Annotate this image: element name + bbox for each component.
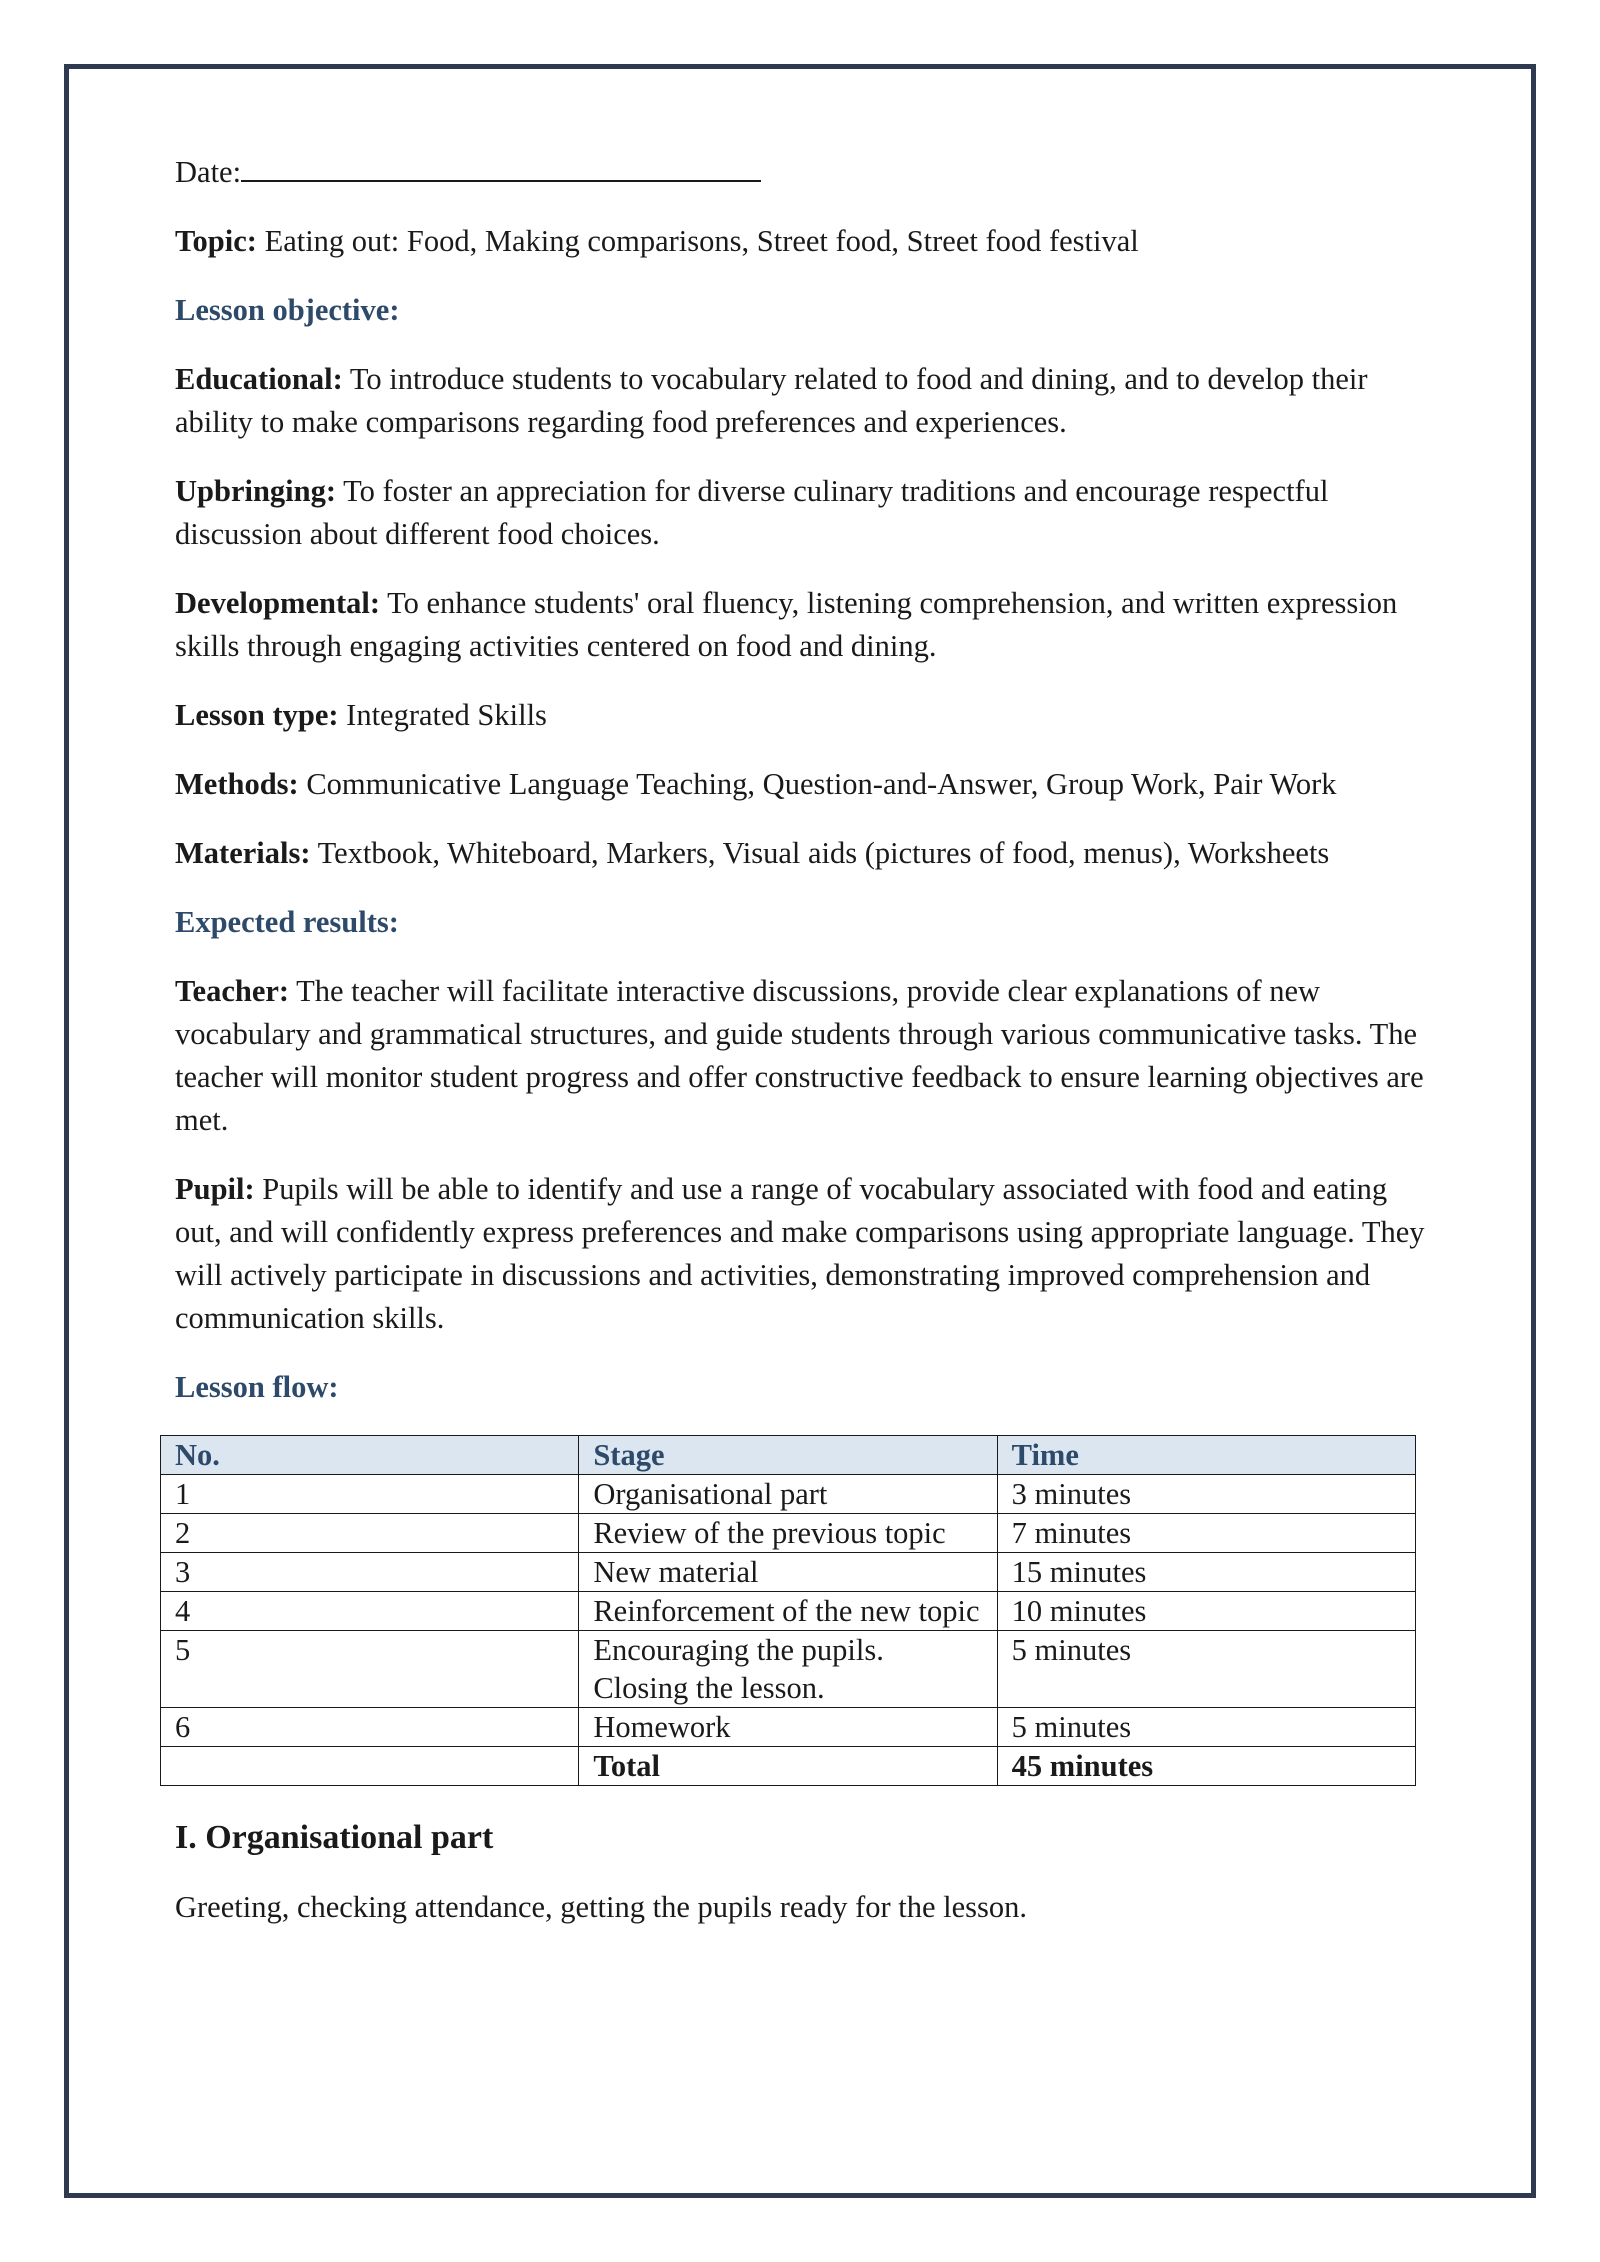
cell-stage: Encouraging the pupils. Closing the lesson. bbox=[579, 1631, 997, 1708]
document-content bbox=[175, 150, 1435, 1955]
section-text: Greeting, checking attendance, getting the pupils ready for the lesson. bbox=[175, 1890, 1028, 1924]
cell-time: 15 minutes bbox=[997, 1553, 1415, 1592]
expected-result-text: The teacher will facilitate interactive discussions, provide clear explanations of new vocabulary and grammatical structures, and guide students through various communicative tasks. The teacher will monitor student progress and offer constructive feedback to ensure learning objectives are met. bbox=[175, 974, 1424, 1137]
expected-results-heading: Expected results: bbox=[175, 905, 399, 939]
cell-time: 5 minutes bbox=[997, 1631, 1415, 1708]
cell-time: 5 minutes bbox=[997, 1708, 1415, 1747]
table-header-row bbox=[161, 1436, 1416, 1475]
date-blank-line bbox=[241, 150, 761, 182]
objective-text: To introduce students to vocabulary related to food and dining, and to develop their ability to make comparisons regarding food preferences and experiences. bbox=[175, 362, 1368, 439]
cell-time: 10 minutes bbox=[997, 1592, 1415, 1631]
cell-no: 1 bbox=[161, 1475, 579, 1514]
methods-label: Methods: bbox=[175, 767, 299, 801]
expected-result-teacher bbox=[175, 970, 1435, 1142]
methods-line bbox=[175, 763, 1435, 806]
date-field bbox=[175, 150, 1435, 194]
lesson-objective-heading: Lesson objective: bbox=[175, 293, 400, 327]
cell-no: 2 bbox=[161, 1514, 579, 1553]
table-row bbox=[161, 1631, 1416, 1708]
lesson-type-line bbox=[175, 694, 1435, 737]
materials-text: Textbook, Whiteboard, Markers, Visual aids (pictures of food, menus), Worksheets bbox=[317, 836, 1330, 870]
topic-line bbox=[175, 220, 1435, 263]
objective-text: To enhance students' oral fluency, listening comprehension, and written expression skills through engaging activities centered on food and dining. bbox=[175, 586, 1398, 663]
cell-time: 7 minutes bbox=[997, 1514, 1415, 1553]
total-label: Total bbox=[579, 1747, 997, 1786]
column-header-no: No. bbox=[161, 1436, 579, 1475]
lesson-type-label: Lesson type: bbox=[175, 698, 339, 732]
lesson-type-text: Integrated Skills bbox=[346, 698, 547, 732]
materials-label: Materials: bbox=[175, 836, 311, 870]
expected-result-pupil bbox=[175, 1168, 1435, 1340]
objective-label: Educational: bbox=[175, 362, 343, 396]
cell-stage: Reinforcement of the new topic bbox=[579, 1592, 997, 1631]
cell-no: 6 bbox=[161, 1708, 579, 1747]
lesson-flow-table bbox=[160, 1435, 1416, 1786]
cell-stage: Review of the previous topic bbox=[579, 1514, 997, 1553]
objective-educational bbox=[175, 358, 1435, 444]
expected-result-label: Teacher: bbox=[175, 974, 290, 1008]
cell-no: 5 bbox=[161, 1631, 579, 1708]
methods-text: Communicative Language Teaching, Question-and-Answer, Group Work, Pair Work bbox=[306, 767, 1337, 801]
date-label: Date: bbox=[175, 155, 242, 189]
objective-developmental bbox=[175, 582, 1435, 668]
table-row bbox=[161, 1514, 1416, 1553]
lesson-flow-heading: Lesson flow: bbox=[175, 1370, 339, 1404]
cell-time: 3 minutes bbox=[997, 1475, 1415, 1514]
total-time: 45 minutes bbox=[997, 1747, 1415, 1786]
materials-line bbox=[175, 832, 1435, 875]
table-row bbox=[161, 1475, 1416, 1514]
cell-stage: New material bbox=[579, 1553, 997, 1592]
cell-stage: Organisational part bbox=[579, 1475, 997, 1514]
cell-no: 3 bbox=[161, 1553, 579, 1592]
objective-upbringing bbox=[175, 470, 1435, 556]
objective-label: Developmental: bbox=[175, 586, 380, 620]
cell-no bbox=[161, 1747, 579, 1786]
table-row bbox=[161, 1553, 1416, 1592]
cell-no: 4 bbox=[161, 1592, 579, 1631]
column-header-time: Time bbox=[997, 1436, 1415, 1475]
topic-text: Eating out: Food, Making comparisons, Street food, Street food festival bbox=[264, 224, 1139, 258]
expected-result-label: Pupil: bbox=[175, 1172, 255, 1206]
column-header-stage: Stage bbox=[579, 1436, 997, 1475]
table-total-row bbox=[161, 1747, 1416, 1786]
objective-label: Upbringing: bbox=[175, 474, 337, 508]
table-row bbox=[161, 1592, 1416, 1631]
table-row bbox=[161, 1708, 1416, 1747]
expected-result-text: Pupils will be able to identify and use a range of vocabulary associated with food and eating out, and will confidently express preferences and make comparisons using appropriate language. They will actively participate in discussions and activities, demonstrating improved comprehension and communication skills. bbox=[175, 1172, 1425, 1335]
objective-text: To foster an appreciation for diverse culinary traditions and encourage respectful discussion about different food choices. bbox=[175, 474, 1329, 551]
topic-label: Topic: bbox=[175, 224, 257, 258]
section-title: I. Organisational part bbox=[175, 1819, 494, 1856]
cell-stage: Homework bbox=[579, 1708, 997, 1747]
